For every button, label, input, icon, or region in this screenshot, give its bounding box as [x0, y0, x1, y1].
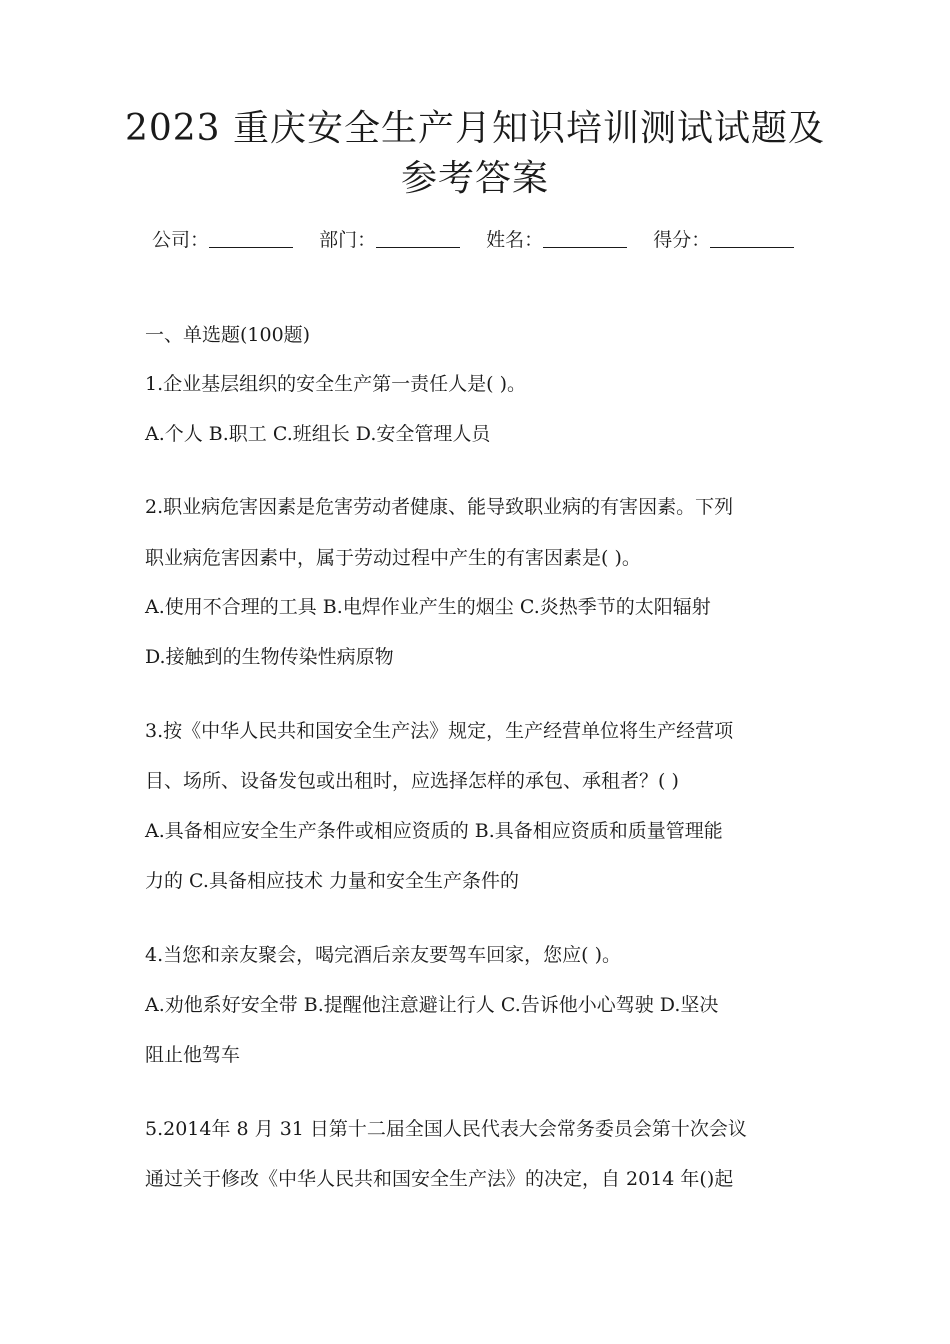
name-blank	[543, 227, 627, 248]
company-label: 公司：	[152, 229, 210, 251]
question-4-options-line-1: A.劝他系好安全带 B.提醒他注意避让行人 C.告诉他小心驾驶 D.坚决	[145, 994, 719, 1016]
score-field	[653, 226, 794, 254]
question-5-stem-line-1: 5.2014年 8 月 31 日第十二届全国人民代表大会常务委员会第十次会议	[145, 1118, 747, 1140]
name-label: 姓名：	[486, 229, 544, 251]
company-field	[152, 226, 293, 254]
section-heading: 一、单选题(100题)	[145, 324, 311, 346]
question-3-stem-line-2: 目、场所、设备发包或出租时，应选择怎样的承包、承租者？( )	[145, 770, 679, 792]
score-blank	[710, 227, 794, 248]
department-blank	[376, 227, 460, 248]
question-1-options: A.个人 B.职工 C.班组长 D.安全管理人员	[145, 423, 491, 445]
question-2-stem-line-2: 职业病危害因素中，属于劳动过程中产生的有害因素是( )。	[145, 547, 641, 569]
info-row	[152, 226, 832, 254]
company-blank	[209, 227, 293, 248]
question-2-stem-line-1: 2.职业病危害因素是危害劳动者健康、能导致职业病的有害因素。下列	[145, 496, 734, 518]
question-1-stem: 1.企业基层组织的安全生产第一责任人是( )。	[145, 373, 526, 395]
document-title-line-2: 参考答案	[400, 158, 549, 199]
name-field	[486, 226, 627, 254]
department-field	[319, 226, 460, 254]
department-label: 部门：	[319, 229, 377, 251]
question-5-stem-line-2: 通过关于修改《中华人民共和国安全生产法》的决定，自 2014 年()起	[145, 1168, 734, 1190]
question-3-options-line-2: 力的 C.具备相应技术 力量和安全生产条件的	[145, 870, 519, 892]
question-3-options-line-1: A.具备相应安全生产条件或相应资质的 B.具备相应资质和质量管理能	[145, 820, 723, 842]
score-label: 得分：	[653, 229, 711, 251]
document-title-line-1: 2023 重庆安全生产月知识培训测试试题及	[124, 108, 826, 149]
question-2-options-line-2: D.接触到的生物传染性病原物	[145, 646, 394, 668]
question-3-stem-line-1: 3.按《中华人民共和国安全生产法》规定，生产经营单位将生产经营项	[145, 720, 734, 742]
question-4-options-line-2: 阻止他驾车	[145, 1044, 241, 1066]
question-2-options-line-1: A.使用不合理的工具 B.电焊作业产生的烟尘 C.炎热季节的太阳辐射	[145, 596, 711, 618]
question-4-stem: 4.当您和亲友聚会，喝完酒后亲友要驾车回家，您应( )。	[145, 944, 621, 966]
